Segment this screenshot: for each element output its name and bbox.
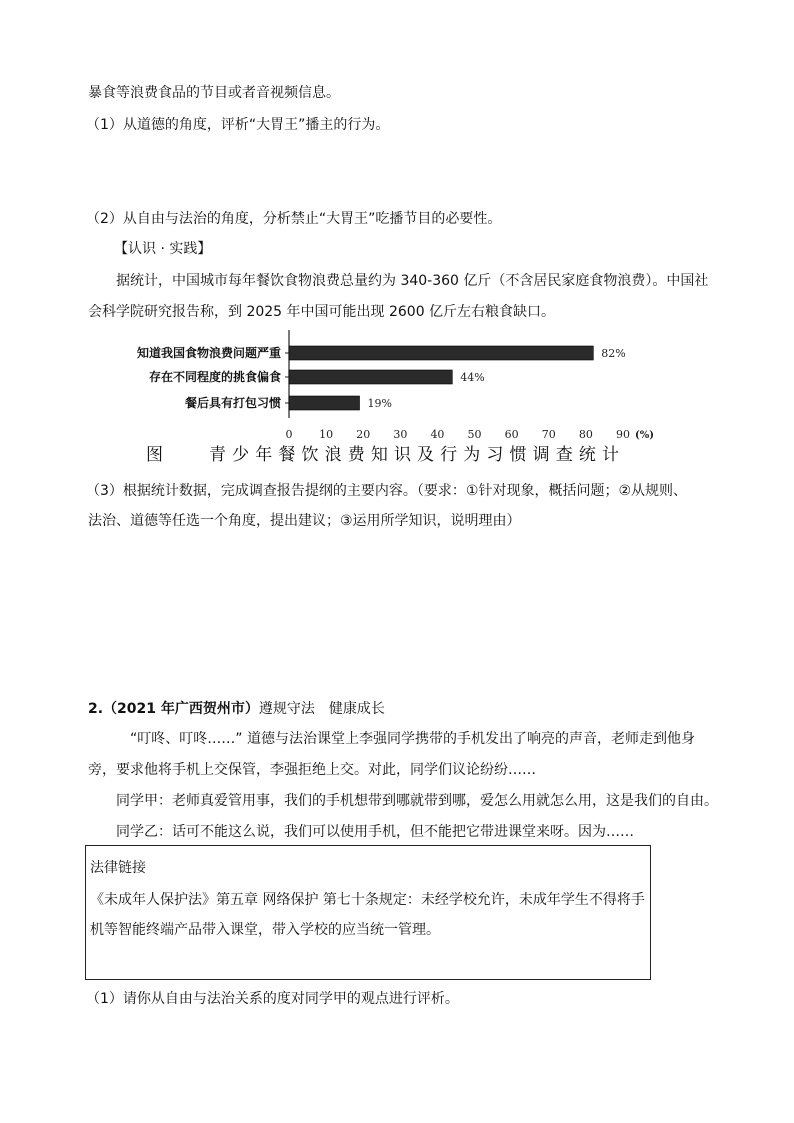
x-unit-label: (%) [635,430,654,441]
final-question: （1）请你从自由与法治关系的度对同学甲的观点进行评析。 [86,991,459,1007]
survey-bar-chart [86,326,666,476]
topic-2-title [88,700,385,718]
student-a-statement: 同学甲：老师真爱管用事，我们的手机想带到哪就带到哪，爱怎么用就怎么用，这是我们的自由。 [116,793,718,809]
question-2: （2）从自由与法治的角度，分析禁止“大胃王”吃播节目的必要性。 [86,211,502,227]
question-3a: （3）根据统计数据，完成调查报告提纲的主要内容。（要求：①针对现象，概括问题；②从规则、 [86,483,688,499]
x-tick-label: 90 [616,428,630,441]
paragraph-1b: 会科学院研究报告称，到 2025 年中国可能出现 2600 亿斤左右粮食缺口。 [88,304,556,320]
data-label: 19% [367,397,392,410]
student-b-statement: 同学乙：话可不能这么说，我们可以使用手机，但不能把它带进课堂来呀。因为…… [116,824,634,840]
story-line-1: “叮咚、叮咚……” 道德与法治课堂上李强同学携带的手机发出了响亮的声音，老师走到他身 [130,731,695,747]
story-line-2: 旁，要求他将手机上交保管，李强拒绝上交。对此，同学们议论纷纷…… [88,762,536,778]
x-tick-label: 40 [430,428,445,441]
x-tick-label: 50 [467,428,482,441]
section-heading: 【认识 · 实践】 [114,241,212,257]
law-link-title: 法律链接 [90,860,146,876]
text-line-1: 暴食等浪费食品的节目或者音视频信息。 [88,85,340,101]
figure-label: 图 [146,445,163,465]
chart-title: 青少年餐饮浪费知识及行为习惯调查统计 [209,445,619,465]
x-tick-label: 70 [541,428,556,441]
bar [289,346,593,360]
topic-2-theme: 遵规守法 健康成长 [258,701,385,717]
x-tick-label: 60 [504,428,519,441]
category-label: 存在不同程度的挑食偏食 [148,370,281,384]
category-label: 餐后具有打包习惯 [184,396,281,410]
law-link-line-2: 机等智能终端产品带入课堂，带入学校的应当统一管理。 [90,922,440,938]
data-label: 82% [601,347,626,360]
x-tick-label: 20 [356,428,371,441]
law-link-box [85,845,651,980]
topic-2-number: 2.（2021 年广西贺州市） [88,701,259,717]
question-1: （1）从道德的角度，评析“大胃王”播主的行为。 [86,117,390,133]
bar [289,396,360,410]
bar [289,370,452,384]
x-tick-label: 0 [285,428,293,441]
x-tick-label: 30 [393,428,408,441]
category-label: 知道我国食物浪费问题严重 [136,346,281,360]
law-link-line-1: 《未成年人保护法》第五章 网络保护 第七十条规定：未经学校允许，未成年学生不得将手 [90,892,645,908]
x-tick-label: 80 [578,428,593,441]
question-3b: 法治、道德等任选一个角度，提出建议；③运用所学知识，说明理由） [88,513,521,529]
paragraph-1a: 据统计，中国城市每年餐饮食物浪费总量约为 340-360 亿斤（不含居民家庭食物浪费）。中国社 [116,273,709,289]
x-tick-label: 10 [319,428,334,441]
data-label: 44% [460,371,485,384]
